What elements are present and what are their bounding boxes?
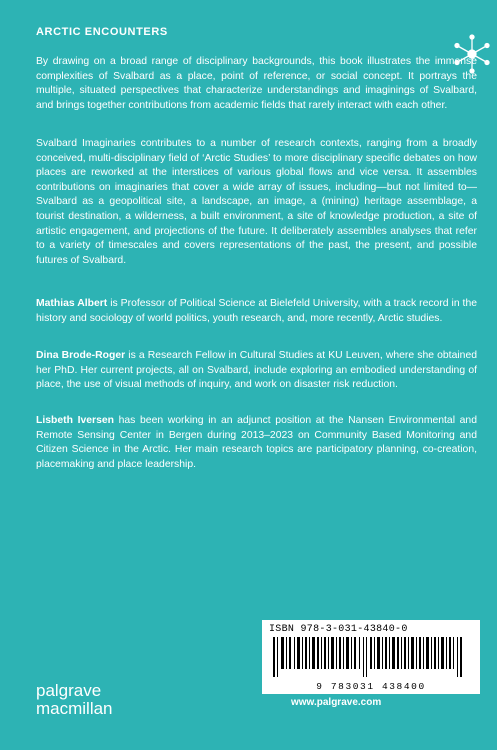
author-bio: is a Research Fellow in Cultural Studies at KU Leuven, where she obtained her PhD. Her current projects, all on Svalbard, include exploring an embodied understanding of place, the use of visual methods of inquiry, and work on disaster risk reduction. bbox=[36, 350, 477, 391]
author-name: Dina Brode-Roger bbox=[36, 350, 126, 361]
publisher-logo-line2: macmillan bbox=[36, 699, 113, 718]
barcode-digits: 9 783031 438400 bbox=[316, 681, 426, 692]
publisher-logo bbox=[36, 682, 113, 718]
author-name: Lisbeth Iversen bbox=[36, 415, 114, 426]
publisher-website: www.palgrave.com bbox=[291, 697, 382, 708]
description-paragraph-2: Svalbard Imaginaries contributes to a number of research contexts, ranging from a broadly conceived, multi-disciplinary field of ‘Arctic Studies’ to more disciplinary specific debates on how places are reworked at the interstices of various global flows and vice versa. It assembles contributions on imaginaries that cover a wide array of issues, including—but not limited to—Svalbard as a geopolitical site, a landscape, an image, a (mining) heritage assemblage, a tourist destination, a wilderness, a built environment, a site of knowledge production, a site of artistic engagement, and projections of the future. It deliberately assembles analyses that refer to a variety of timescales and covers representations of the past, the present, and possible futures of Svalbard. bbox=[36, 138, 477, 266]
author-bio-albert bbox=[36, 297, 477, 326]
barcode-icon bbox=[273, 637, 469, 677]
author-name: Mathias Albert bbox=[36, 298, 108, 309]
series-title: ARCTIC ENCOUNTERS bbox=[36, 26, 168, 38]
author-bio-iversen bbox=[36, 414, 477, 472]
isbn-text: ISBN 978-3-031-43840-0 bbox=[269, 624, 408, 635]
author-bio-brode-roger bbox=[36, 349, 477, 393]
author-bio: has been working in an adjunct position at the Nansen Environmental and Remote Sensing Center in Bergen during 2013–2023 on Community Based Monitoring and Citizen Science in the Arctic. Her main research topics are participatory planning, co-creation, placemaking and place leadership. bbox=[36, 415, 477, 470]
publisher-logo-line1: palgrave bbox=[36, 681, 102, 700]
author-bio: is Professor of Political Science at Bielefeld University, with a track record in the history and sociology of world politics, youth research, and, more recently, Arctic studies. bbox=[36, 298, 477, 324]
description-paragraph-1: By drawing on a broad range of disciplinary backgrounds, this book illustrates the immense complexities of Svalbard as a place, point of reference, or social concept. It portrays the multiple, situated perspectives that characterize understandings and imaginings of Svalbard, and brings together contributions from academic fields that rarely interact with each other. bbox=[36, 56, 477, 111]
isbn-barcode-box bbox=[262, 620, 480, 694]
